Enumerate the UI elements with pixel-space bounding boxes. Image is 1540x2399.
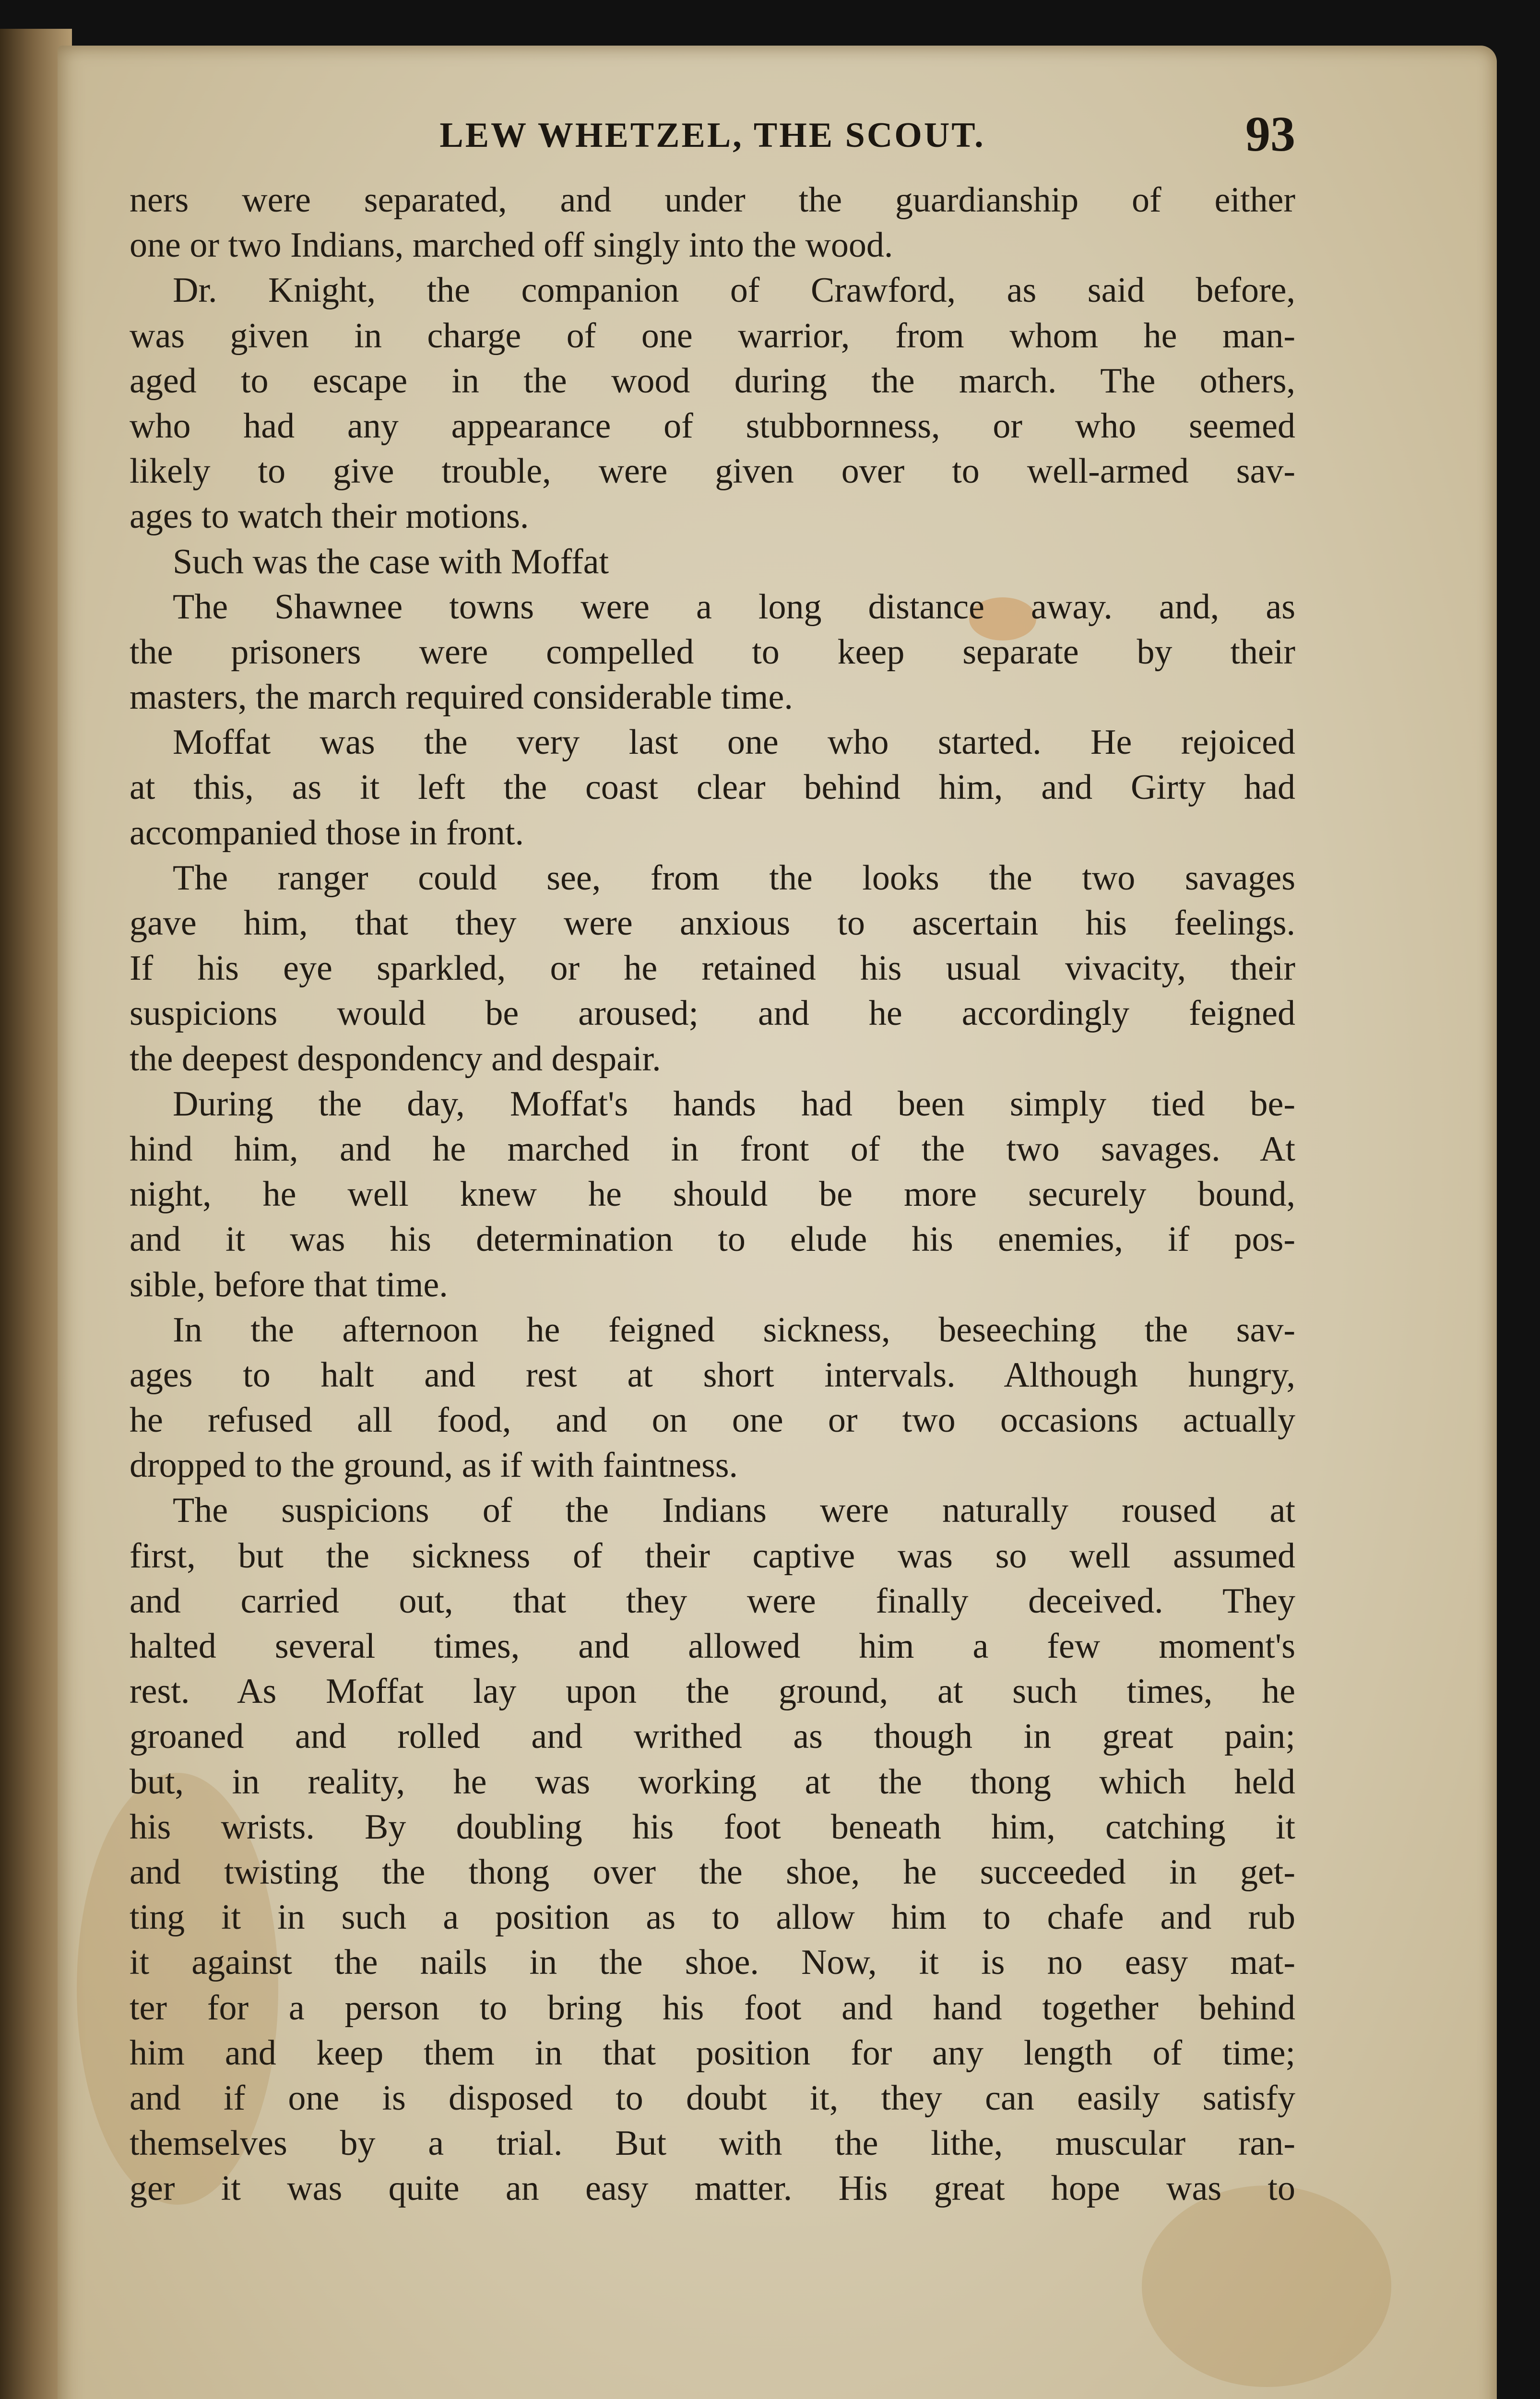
- text-line: aged to escape in the wood during the march. The others,: [130, 361, 1295, 401]
- text-line: halted several times, and allowed him a few moment's: [130, 1627, 1295, 1666]
- text-line: In the afternoon he feigned sickness, beseeching the sav-: [173, 1310, 1295, 1350]
- text-line: him and keep them in that position for any length of time;: [130, 2033, 1295, 2073]
- text-line: but, in reality, he was working at the thong which held: [130, 1762, 1295, 1802]
- running-head: LEW WHETZEL, THE SCOUT.: [439, 116, 985, 155]
- text-line: and it was his determination to elude his enemies, if pos-: [130, 1220, 1295, 1259]
- text-line: the deepest despondency and despair.: [130, 1039, 661, 1079]
- body-text: [130, 178, 1295, 2211]
- text-line: who had any appearance of stubbornness, or who seemed: [130, 406, 1295, 446]
- text-line: ages to halt and rest at short intervals. Although hungry,: [130, 1355, 1295, 1395]
- text-line: masters, the march required considerable time.: [130, 677, 793, 717]
- text-line: ting it in such a position as to allow him to chafe and rub: [130, 1898, 1295, 1937]
- text-line: suspicions would be aroused; and he accordingly feigned: [130, 994, 1295, 1033]
- text-line: themselves by a trial. But with the lithe, muscular ran-: [130, 2124, 1295, 2163]
- text-line: at this, as it left the coast clear behind him, and Girty had: [130, 768, 1295, 808]
- text-line: The Shawnee towns were a long distance away. and, as: [173, 587, 1295, 627]
- text-line: sible, before that time.: [130, 1265, 448, 1305]
- text-line: If his eye sparkled, or he retained his usual vivacity, their: [130, 949, 1295, 988]
- text-line: Moffat was the very last one who started. He rejoiced: [173, 723, 1295, 762]
- text-line: dropped to the ground, as if with faintness.: [130, 1446, 738, 1485]
- text-line: and twisting the thong over the shoe, he succeeded in get-: [130, 1852, 1295, 1892]
- text-line: Dr. Knight, the companion of Crawford, as said before,: [173, 271, 1295, 310]
- text-line: accompanied those in front.: [130, 813, 524, 853]
- text-line: night, he well knew he should be more securely bound,: [130, 1175, 1295, 1214]
- text-line: the prisoners were compelled to keep separate by their: [130, 632, 1295, 672]
- text-line: likely to give trouble, were given over to well-armed sav-: [130, 451, 1295, 491]
- text-line: first, but the sickness of their captive was so well assumed: [130, 1536, 1295, 1576]
- text-line: ages to watch their motions.: [130, 497, 529, 536]
- text-line: The ranger could see, from the looks the two savages: [173, 858, 1295, 898]
- text-line: gave him, that they were anxious to ascertain his feelings.: [130, 903, 1295, 943]
- text-line: rest. As Moffat lay upon the ground, at such times, he: [130, 1672, 1295, 1711]
- text-line: ger it was quite an easy matter. His great hope was to: [130, 2169, 1295, 2209]
- text-line: groaned and rolled and writhed as though in great pain;: [130, 1717, 1295, 1757]
- text-line: The suspicions of the Indians were naturally roused at: [173, 1491, 1295, 1531]
- text-line: ter for a person to bring his foot and hand together behind: [130, 1988, 1295, 2028]
- text-line: ners were separated, and under the guardianship of either: [130, 180, 1295, 220]
- page-header: [130, 96, 1295, 173]
- text-line: and if one is disposed to doubt it, they can easily satisfy: [130, 2078, 1295, 2118]
- text-line: his wrists. By doubling his foot beneath him, catching it: [130, 1807, 1295, 1847]
- age-stain: [1142, 2185, 1391, 2387]
- text-line: one or two Indians, marched off singly into the wood.: [130, 226, 893, 265]
- text-line: and carried out, that they were finally deceived. They: [130, 1581, 1295, 1621]
- text-line: was given in charge of one warrior, from whom he man-: [130, 316, 1295, 356]
- text-line: hind him, and he marched in front of the two savages. At: [130, 1129, 1295, 1169]
- text-line: he refused all food, and on one or two occasions actually: [130, 1401, 1295, 1440]
- text-line: it against the nails in the shoe. Now, it is no easy mat-: [130, 1943, 1295, 1983]
- page-number: 93: [1245, 107, 1295, 162]
- text-line: Such was the case with Moffat: [173, 542, 609, 582]
- text-line: During the day, Moffat's hands had been simply tied be-: [173, 1084, 1295, 1124]
